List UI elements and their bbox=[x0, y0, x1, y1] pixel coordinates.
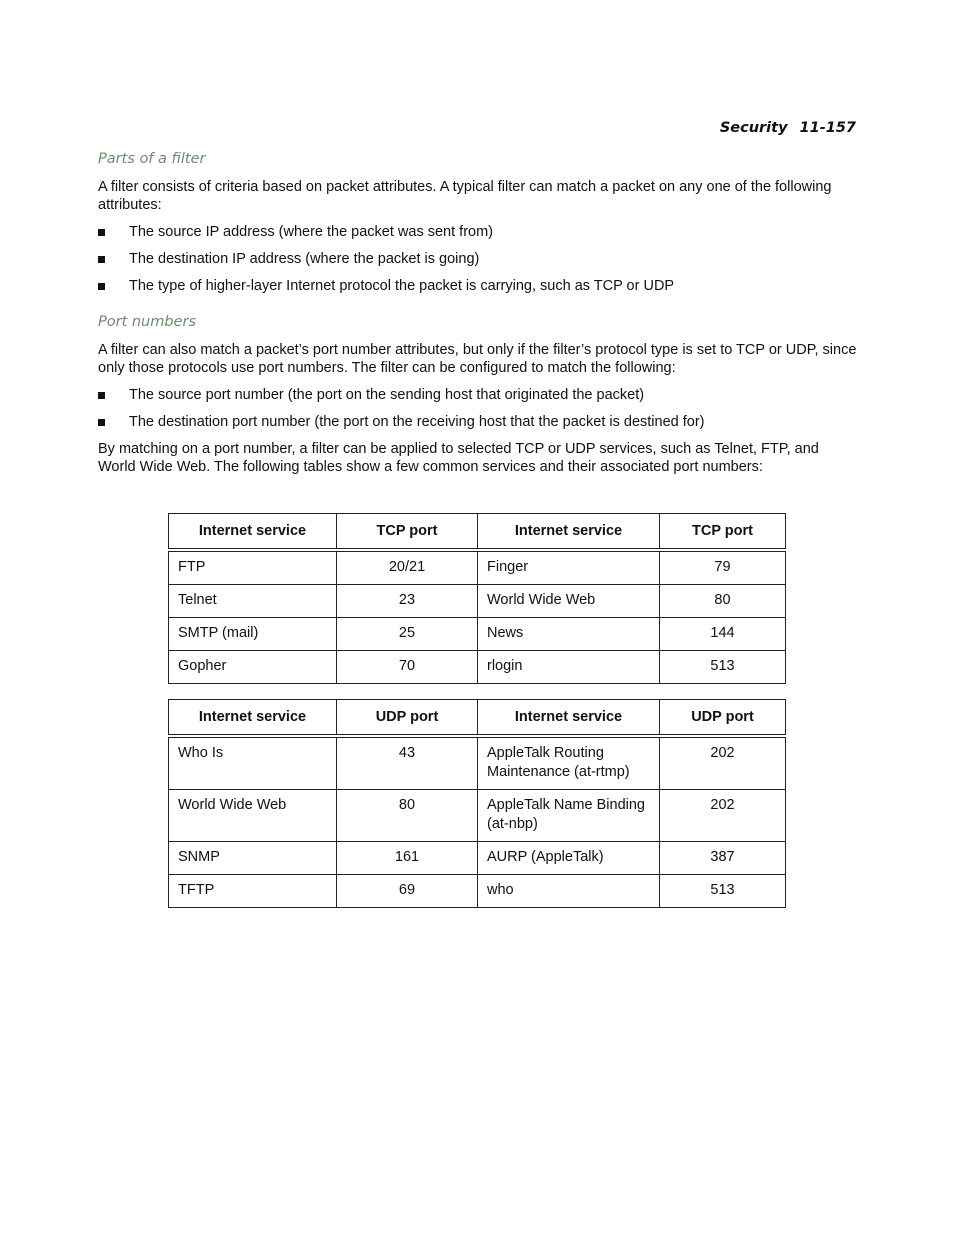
table-row bbox=[169, 585, 786, 618]
tcp-port-table bbox=[168, 513, 786, 684]
bullet-square-icon bbox=[98, 283, 105, 290]
section2-outro: By matching on a port number, a filter can be applied to selected TCP or UDP services, such as Telnet, FTP, and World Wide Web. The following tables show a few common services and their associated port numbers: bbox=[98, 441, 819, 475]
table-cell: AppleTalk Routing Maintenance (at-rtmp) bbox=[478, 736, 660, 790]
table-cell: Who Is bbox=[169, 736, 337, 790]
column-header: Internet service bbox=[169, 700, 337, 737]
table-cell: 80 bbox=[660, 585, 786, 618]
column-header: UDP port bbox=[660, 700, 786, 737]
table-cell: FTP bbox=[169, 550, 337, 585]
list-item: The source IP address (where the packet was sent from) bbox=[98, 223, 858, 241]
table-cell: AURP (AppleTalk) bbox=[478, 842, 660, 875]
column-header: Internet service bbox=[169, 514, 337, 551]
table-row bbox=[169, 875, 786, 908]
bullet-square-icon bbox=[98, 392, 105, 399]
running-header bbox=[720, 120, 856, 136]
table-header-row bbox=[169, 514, 786, 551]
table-cell: Gopher bbox=[169, 651, 337, 684]
table-cell: 80 bbox=[337, 790, 478, 842]
table-cell: 25 bbox=[337, 618, 478, 651]
udp-port-table bbox=[168, 699, 786, 908]
bullet-square-icon bbox=[98, 419, 105, 426]
table-cell: 23 bbox=[337, 585, 478, 618]
table-row bbox=[169, 618, 786, 651]
table-cell: 70 bbox=[337, 651, 478, 684]
table-row bbox=[169, 842, 786, 875]
table-cell: World Wide Web bbox=[169, 790, 337, 842]
table-row bbox=[169, 790, 786, 842]
table-cell: 161 bbox=[337, 842, 478, 875]
table-header-row bbox=[169, 700, 786, 737]
column-header: Internet service bbox=[478, 514, 660, 551]
header-section: Security bbox=[719, 120, 788, 136]
column-header: Internet service bbox=[478, 700, 660, 737]
table-cell: SNMP bbox=[169, 842, 337, 875]
table-cell: Finger bbox=[478, 550, 660, 585]
list-item: The type of higher-layer Internet protocol the packet is carrying, such as TCP or UDP bbox=[98, 277, 858, 295]
table-cell: 387 bbox=[660, 842, 786, 875]
bullet-square-icon bbox=[98, 256, 105, 263]
list-item: The destination port number (the port on the receiving host that the packet is destined for) bbox=[98, 413, 858, 431]
list-item: The source port number (the port on the sending host that originated the packet) bbox=[98, 386, 858, 404]
section1-intro: A filter consists of criteria based on packet attributes. A typical filter can match a packet on any one of the following attributes: bbox=[98, 179, 832, 213]
section-heading-parts-of-filter: Parts of a filter bbox=[98, 151, 206, 167]
table-cell: 20/21 bbox=[337, 550, 478, 585]
table-cell: World Wide Web bbox=[478, 585, 660, 618]
table-cell: TFTP bbox=[169, 875, 337, 908]
column-header: TCP port bbox=[660, 514, 786, 551]
table-cell: 79 bbox=[660, 550, 786, 585]
table-cell: News bbox=[478, 618, 660, 651]
table-cell: 513 bbox=[660, 875, 786, 908]
table-cell: 202 bbox=[660, 736, 786, 790]
table-row bbox=[169, 651, 786, 684]
header-page-number: 11-157 bbox=[799, 120, 856, 136]
table-cell: 202 bbox=[660, 790, 786, 842]
table-cell: Telnet bbox=[169, 585, 337, 618]
table-cell: AppleTalk Name Binding (at-nbp) bbox=[478, 790, 660, 842]
section2-bullet-list bbox=[98, 386, 858, 431]
table-cell: who bbox=[478, 875, 660, 908]
section1-bullet-list bbox=[98, 223, 858, 295]
table-cell: 69 bbox=[337, 875, 478, 908]
table-cell: 144 bbox=[660, 618, 786, 651]
table-cell: rlogin bbox=[478, 651, 660, 684]
table-cell: 43 bbox=[337, 736, 478, 790]
table-cell: SMTP (mail) bbox=[169, 618, 337, 651]
column-header: UDP port bbox=[337, 700, 478, 737]
page-body bbox=[98, 149, 858, 485]
section2-intro: A filter can also match a packet’s port number attributes, but only if the filter’s protocol type is set to TCP or UDP, since only those protocols use port numbers. The filter can be configured to match the following: bbox=[98, 342, 857, 376]
section-heading-port-numbers: Port numbers bbox=[98, 314, 197, 330]
table-row bbox=[169, 550, 786, 585]
column-header: TCP port bbox=[337, 514, 478, 551]
table-row bbox=[169, 736, 786, 790]
bullet-square-icon bbox=[98, 229, 105, 236]
table-cell: 513 bbox=[660, 651, 786, 684]
list-item: The destination IP address (where the packet is going) bbox=[98, 250, 858, 268]
